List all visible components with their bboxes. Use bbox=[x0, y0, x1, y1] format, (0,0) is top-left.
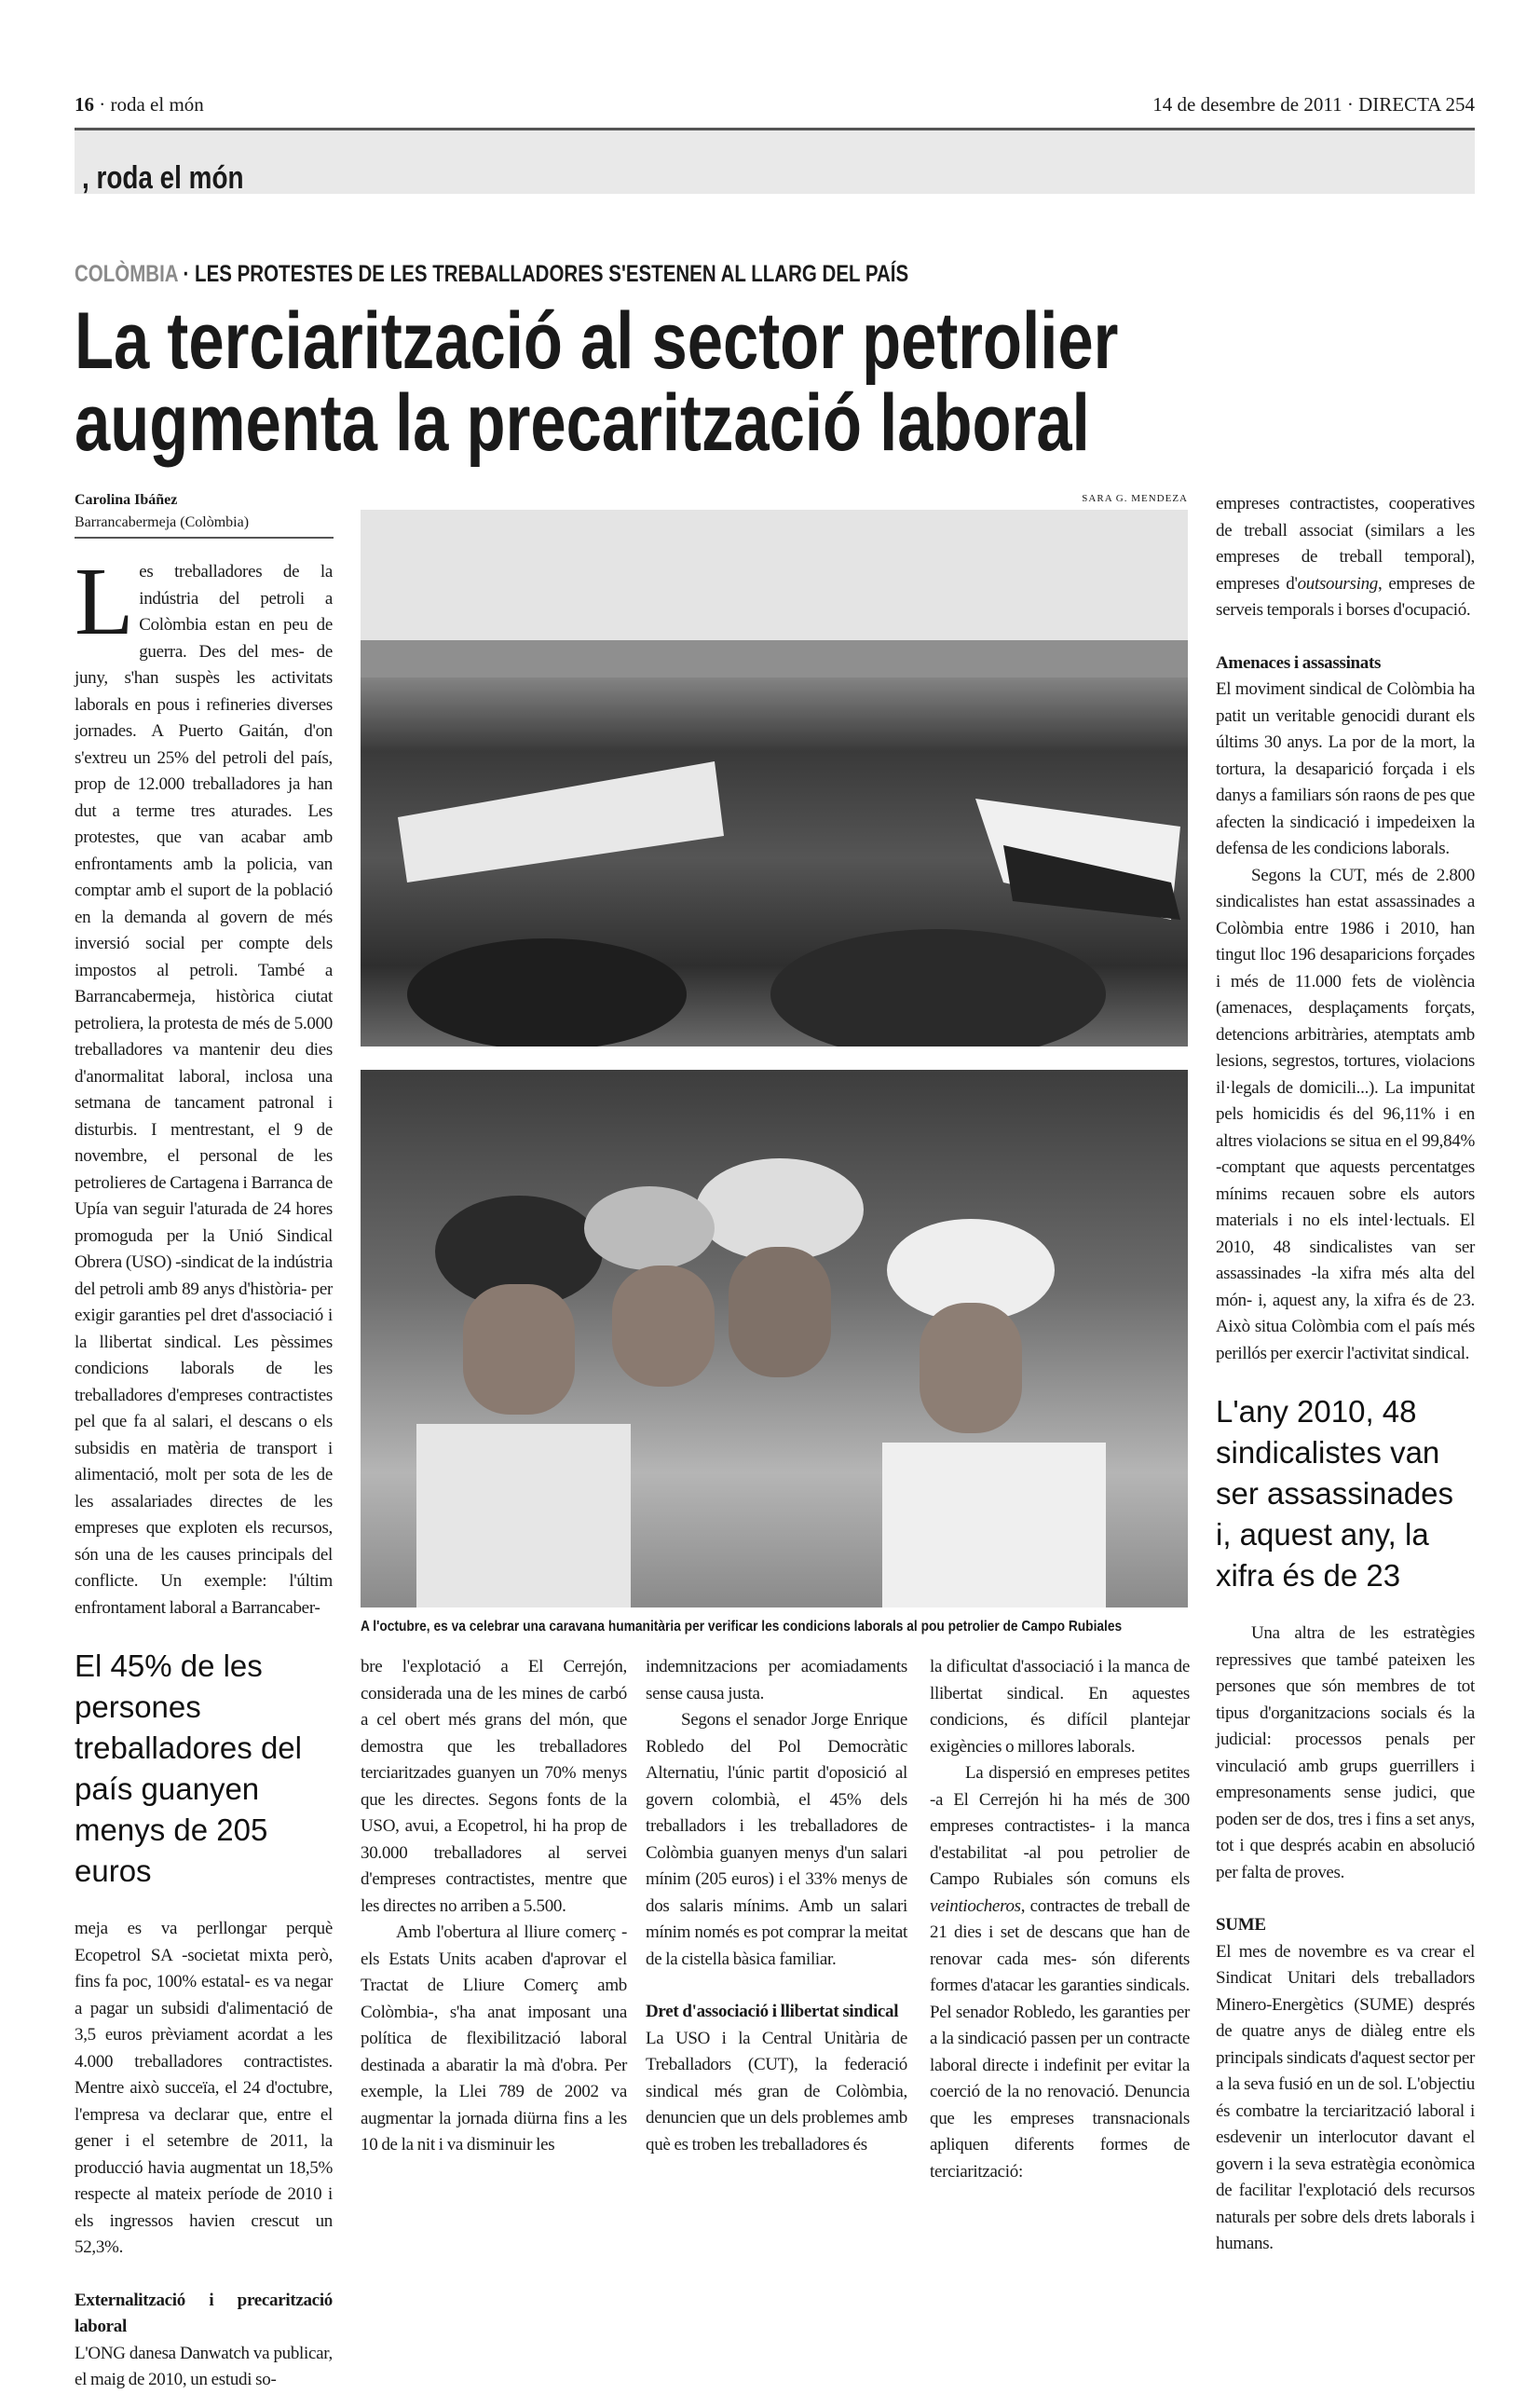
paragraph: L'ONG danesa Danwatch va publicar, el maig de 2010, un estudi so- bbox=[75, 2343, 333, 2389]
page-number: 16 bbox=[75, 93, 94, 116]
text: empreses contractistes, cooperatives de treball associat (similars a les empreses de treball temporal), empreses d' bbox=[1216, 494, 1475, 594]
paragraph: La USO i la Central Unitària de Treballadors (CUT), la federació sindical més gran de Colòmbia, denuncien que un dels problemes amb què es troben les treballadores és bbox=[646, 2028, 907, 2155]
subhead: Dret d'associació i llibertat sindical bbox=[646, 2002, 899, 2021]
text: , empreses de serveis temporals i borses d'ocupació. bbox=[1216, 573, 1475, 620]
column-3 bbox=[646, 1654, 907, 2158]
kicker-text: · LES PROTESTES DE LES TREBALLADORES S'ESTENEN AL LLARG DEL PAÍS bbox=[177, 261, 909, 287]
column-4 bbox=[930, 1654, 1190, 2185]
section-title: , roda el món bbox=[82, 160, 244, 196]
subhead: Amenaces i assassinats bbox=[1216, 652, 1382, 673]
italic-term: veintiocheros bbox=[930, 1895, 1021, 1916]
paragraph: indemnitzacions per acomiadaments sense causa justa. bbox=[646, 1657, 907, 1703]
paragraph: meja es va perllongar perquè Ecopetrol SA -societat mixta però, fins fa poc, 100% estatal- es va negar a pagar un subsidi d'alimentació de 3,5 euros prèviament acordat a les 4.000 treballadores contractistes. Mentre això succeïa, el 24 d'octubre, l'empresa va declarar que, entre el gener i el setembre de 2011, la producció havia augmentat un 18,5% respecte al mateix període de 2010 i els ingressos havien crescut un 52,3%. bbox=[75, 1919, 333, 2257]
byline-rule bbox=[75, 537, 334, 539]
headline-line-2: augmenta la precarització laboral bbox=[75, 378, 1090, 468]
kicker bbox=[75, 261, 908, 288]
workers-illustration bbox=[361, 1070, 1188, 1607]
paragraph: Segons el senador Jorge Enrique Robledo del Pol Democràtic Alternatiu, l'únic partit d'oposició al govern colombià, el 45% dels treballadors i les treballadores de Colòmbia guanyen menys d'un salari mínim (205 euros) i el 33% menys de dos salaris mínims. Amb un salari mínim només es pot comprar la meitat de la cistella bàsica familiar. bbox=[646, 1710, 907, 1969]
column-5 bbox=[1216, 491, 1475, 2258]
column-2 bbox=[361, 1654, 627, 2159]
photo-oil-workers bbox=[361, 1070, 1188, 1607]
paragraph: Una altra de les estratègies repressives que també pateixen les persones que són membres de tot tipus d'organitzacions socials és la judicial: processos penals per vinculació amb grups guerrillers i empresonaments sense judici, que poden ser de dos, tres i fins a set anys, tot i que després acabin en absolució per falta de proves. bbox=[1216, 1623, 1475, 1882]
paragraph: es treballadores de la indústria del petroli a Colòmbia estan en peu de guerra. Des del mes- de juny, s'han suspès les activitats laborals en pous i refineries diverses jornades. A Puerto Gaitán, d'on s'extreu un 25% del petroli del país, prop de 12.000 treballadores ja han dut a terme tres aturades. Les protestes, que van acabar amb enfrontaments amb la policia, van comptar amb el suport de la població en la demanda al govern de més inversió social per compte dels impostos al petroli. També a Barrancabermeja, històrica ciutat petroliera, la protesta de més de 5.000 treballadores va mantenir deu dies d'anormalitat laboral, inclosa una setmana de tancament patronal i disturbis. I mentrestant, el 9 de novembre, el personal de les petrolieres de Cartagena i Barranca de Upía van seguir l'aturada de 24 hores promoguda per la Unió Sindical Obrera (USO) -sindicat de la indústria del petroli amb 89 anys d'història- per exigir garanties pel dret d'associació i la llibertat sindical. Les pèssimes condicions laborals de les treballadores d'empreses contractistes pel que fa al salari, el descans o els subsidis en matèria de transport i alimentació, molt per sota de les de les assalariades directes de les empreses que exploten els recursos, són una de les causes principals del conflicte. Un exemple: l'últim enfrontament laboral a Barrancaber- bbox=[75, 562, 333, 1618]
photo-credit: SARA G. MENDEZA bbox=[1082, 493, 1188, 504]
headline bbox=[75, 296, 1119, 468]
paragraph: El mes de novembre es va crear el Sindicat Unitari dels treballadors Minero-Energètics (SUME) després de quatre anys de diàleg entre els principals sindicats d'aquest sector per a la seva fusió en un de sol. L'objectiu és combatre la terciarització laboral i esdevenir un interlocutor davant el govern i la seva estratègia econòmica de facilitar l'explotació dels recursos naturals per sobre dels drets laborals i humans. bbox=[1216, 1941, 1475, 2253]
kicker-country: COLÒMBIA bbox=[75, 261, 178, 287]
subhead: Externalització i precarització laboral bbox=[75, 2290, 333, 2336]
paragraph bbox=[930, 1760, 1190, 2185]
issue-date: 14 de desembre de 2011 · DIRECTA 254 bbox=[1152, 93, 1475, 116]
paragraph: bre l'explotació a El Cerrejón, considerada una de les mines de carbó a cel obert més grans del món, que demostra que les treballadores terciaritzades guanyen un 70% menys que les directes. Segons fonts de la USO, avui, a Ecopetrol, hi ha prop de 30.000 treballadores al servei d'empreses contractistes, mentre que les directes no arriben a 5.500. bbox=[361, 1657, 627, 1916]
section-band bbox=[75, 130, 1475, 194]
paragraph: Segons la CUT, més de 2.800 sindicalistes han estat assassinades a Colòmbia entre 1986 i 2010, han tingut lloc 196 desaparicions forçades i més de 11.000 fets de violència (amenaces, desplaçaments forçats, detencions arbitràries, atemptats amb lesions, segrestos, tortures, violacions il·legals de domicili...). La impunitat pels homicidis és del 96,11% i en altres violacions se situa en el 99,84% -comptant que aquests percentatges mínims recauen sobre els autors materials i no els intel·lectuals. El 2010, 48 sindicalistes van ser assassinades -la xifra més alta del món- i, aquest any, la xifra és de 23. Això situa Colòmbia com el país més perillós per exercir l'activitat sindical. bbox=[1216, 865, 1475, 1363]
pull-quote-1: El 45% de les persones treballadores del país guanyen menys de 205 euros bbox=[75, 1648, 302, 1888]
paragraph: El moviment sindical de Colòmbia ha patit un veritable genocidi durant els últims 30 anys. La por de la mort, la tortura, la desaparició forçada i els danys a familiars són raons de pes que afecten la sindicació i impedeixen la defensa de les condicions laborals. bbox=[1216, 679, 1475, 858]
italic-term: outsoursing bbox=[1297, 573, 1379, 594]
text: La dispersió en empreses petites -a El Cerrejón hi ha més de 300 empreses contractistes- i la manca d'estabilitat -al pou petrolier de Campo Rubiales són comuns els bbox=[930, 1763, 1190, 1889]
column-1 bbox=[75, 548, 333, 2394]
drop-cap: L bbox=[75, 548, 134, 655]
folio-section: · roda el món bbox=[94, 93, 204, 116]
byline-place: Barrancabermeja (Colòmbia) bbox=[75, 514, 250, 530]
byline-author: Carolina Ibáñez bbox=[75, 492, 178, 508]
photo-caption: A l'octubre, es va celebrar una caravana humanitària per verificar les condicions laborals al pou petrolier de Campo Rubiales bbox=[361, 1619, 1123, 1635]
paragraph: la dificultat d'associació i la manca de llibertat sindical. En aquestes condicions, és difícil plantejar exigències o millores laborals. bbox=[930, 1657, 1190, 1757]
paragraph: Amb l'obertura al lliure comerç -els Estats Units acaben d'aprovar el Tractat de Lliure Comerç amb Colòmbia-, s'ha anat imposant una política de flexibilització laboral destinada a abaratir la mà d'obra. Per exemple, la Llei 789 de 2002 va augmentar la jornada diürna fins a les 10 de la nit i va disminuir les bbox=[361, 1922, 627, 2155]
text: , contractes de treball de 21 dies i set de descans que han de renovar cada mes- són diferents formes d'atacar les garanties sindicals. Pel senador Robledo, les garanties per a la sindicació passen per un contracte laboral directe i indefinit per evitar la coerció de la no renovació. Denuncia que les empreses transnacionals apliquen diferents formes de terciarització: bbox=[930, 1895, 1190, 2182]
subhead: SUME bbox=[1216, 1915, 1266, 1935]
byline bbox=[75, 489, 333, 534]
headline-line-1: La terciarització al sector petrolier bbox=[75, 296, 1119, 386]
paragraph bbox=[1216, 491, 1475, 624]
crowd-illustration bbox=[361, 510, 1188, 1047]
photo-protest-crowd bbox=[361, 510, 1188, 1047]
pull-quote-2: L'any 2010, 48 sindicalistes van ser assassinades i, aquest any, la xifra és de 23 bbox=[1216, 1394, 1453, 1593]
page-folio bbox=[75, 93, 204, 116]
